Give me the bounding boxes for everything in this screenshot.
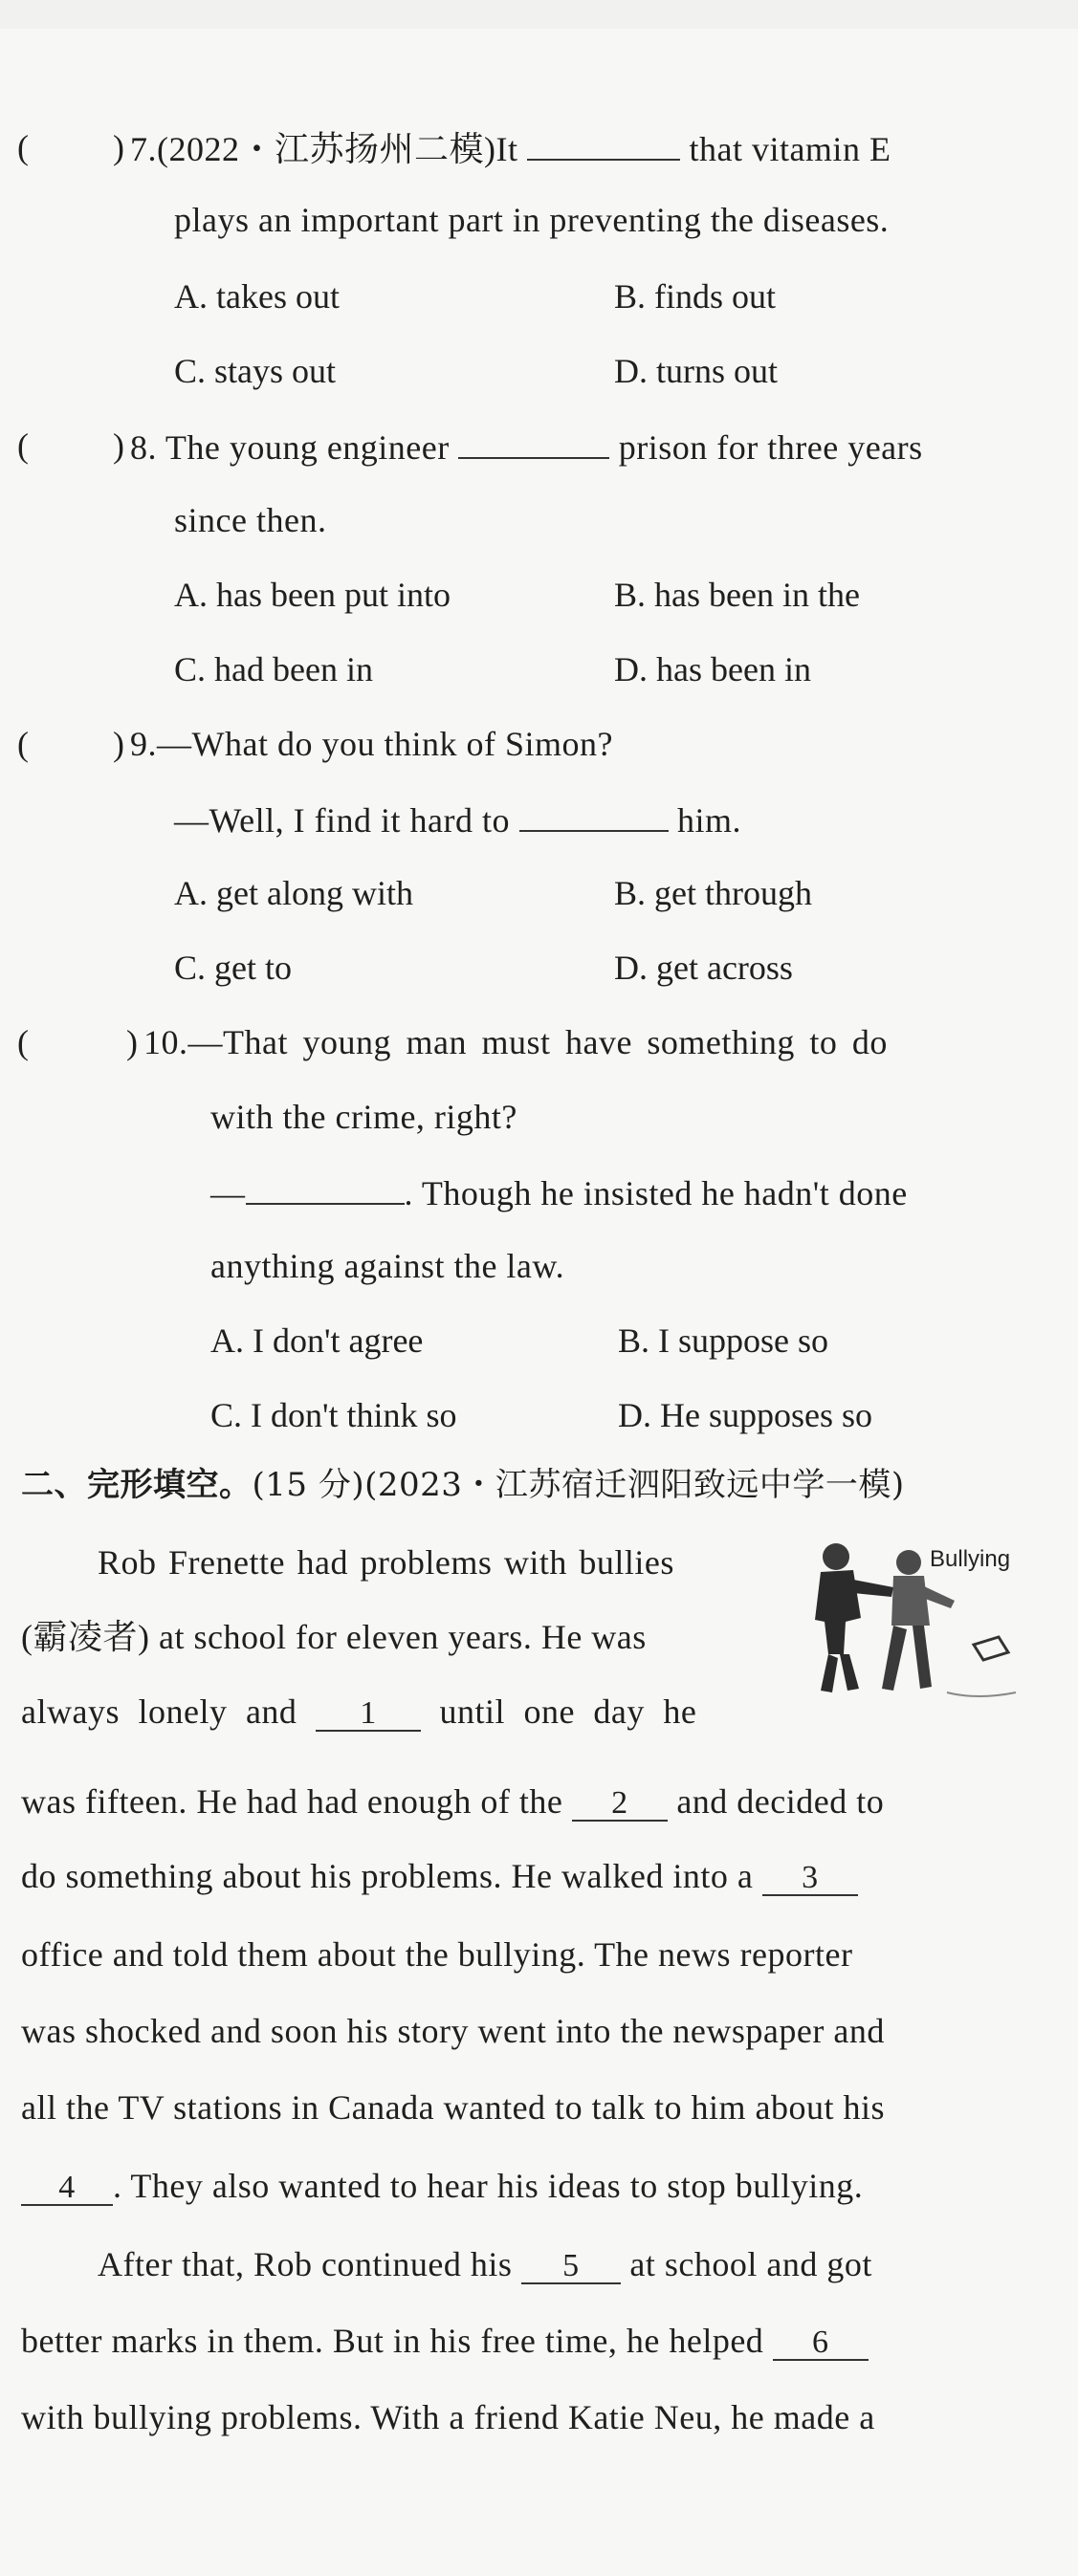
question-7-line-1 [130,126,891,170]
cloze-blank-4: 4 [21,2172,113,2206]
question-8-line-1 [130,425,923,469]
question-stem: —That young man must have something to do [187,1023,888,1061]
answer-paren-right: ) [113,128,124,166]
passage-line [98,2243,872,2285]
option-c: C. stays out [174,352,337,390]
text-pre: After that, Rob continued his [98,2245,513,2283]
text-pre: do something about his problems. He walked into a [21,1857,754,1895]
question-9-line-1 [130,723,613,765]
text-post: . They also wanted to hear his ideas to stop bullying. [113,2167,864,2205]
section-title: 二、完形填空。 [21,1466,253,1504]
question-stem-pre: —Well, I find it hard to [174,801,511,840]
passage-line [21,2320,869,2362]
option-b: B. get through [614,874,812,912]
question-stem-pre: (2022・江苏扬州二模)It [157,130,518,168]
answer-blank [246,1170,405,1205]
answer-blank [519,797,669,832]
text-pre: was fifteen. He had had enough of the [21,1782,563,1821]
answer-paren-left: ( [17,1023,29,1061]
question-9-line-2 [174,797,741,841]
passage-line: Rob Frenette had problems with bullies [98,1543,674,1582]
text-post: until one day he [439,1692,697,1731]
question-stem: —What do you think of Simon? [157,725,613,763]
cloze-blank-1: 1 [316,1697,421,1732]
answer-paren-right: ) [113,426,124,465]
option-c: C. get to [174,949,292,987]
cloze-blank-5: 5 [521,2250,621,2284]
text-pre: better marks in them. But in his free time, he helped [21,2322,764,2360]
cloze-blank-3: 3 [762,1862,858,1896]
text-post: at school and got [629,2245,872,2283]
answer-paren-left: ( [17,725,29,763]
top-margin [0,0,1078,29]
passage-line [21,1691,696,1733]
passage-line: office and told them about the bullying. The news reporter [21,1935,853,1974]
option-d: D. get across [614,949,793,987]
question-stem-post: prison for three years [618,428,923,467]
option-a: A. get along with [174,874,413,912]
question-10-line-2: with the crime, right? [210,1098,517,1136]
cloze-blank-6: 6 [773,2326,869,2361]
passage-line [21,2165,863,2207]
answer-blank [527,126,680,161]
question-number: 10. [143,1023,188,1061]
answer-paren-right: ) [113,725,124,763]
text-pre: always lonely and [21,1692,297,1731]
option-b: B. has been in the [614,576,860,614]
illustration-label: Bullying [930,1546,1011,1572]
option-d: D. He supposes so [618,1396,872,1434]
section-heading [21,1463,905,1506]
question-8-line-2: since then. [174,501,327,539]
passage-line: was shocked and soon his story went into the newspaper and [21,2012,885,2050]
answer-blank [458,425,609,459]
question-10-line-1 [143,1021,888,1063]
passage-line: all the TV stations in Canada wanted to talk to him about his [21,2088,886,2127]
answer-paren-left: ( [17,128,29,166]
option-b: B. I suppose so [618,1321,829,1360]
question-number: 9. [130,725,157,763]
option-a: A. I don't agree [210,1321,424,1360]
option-a: A. has been put into [174,576,451,614]
answer-paren-right: ) [126,1023,138,1061]
option-c: C. had been in [174,650,373,688]
option-a: A. takes out [174,277,340,316]
dash: — [210,1174,246,1212]
option-b: B. finds out [614,277,777,316]
passage-line: with bullying problems. With a friend Katie Neu, he made a [21,2398,875,2436]
cloze-blank-2: 2 [572,1787,668,1822]
passage-line: (霸凌者) at school for eleven years. He was [21,1618,647,1656]
question-stem-post: that vitamin E [689,130,891,168]
question-10-line-4: anything against the law. [210,1247,565,1285]
question-stem-pre: The young engineer [165,428,450,467]
answer-paren-left: ( [17,426,29,465]
bullying-illustration [786,1530,1031,1707]
question-stem-post: him. [677,801,742,840]
option-d: D. turns out [614,352,778,390]
question-stem-post: . Though he insisted he hadn't done [404,1174,908,1212]
passage-line [21,1780,884,1823]
question-7-line-2: plays an important part in preventing the diseases. [174,201,890,239]
section-meta: (15 分)(2023・江苏宿迁泗阳致远中学一模) [252,1466,905,1504]
question-10-line-3 [210,1170,908,1214]
passage-line [21,1855,858,1897]
question-number: 8. [130,428,157,467]
question-number: 7. [130,130,157,168]
option-c: C. I don't think so [210,1396,457,1434]
option-d: D. has been in [614,650,811,688]
text-post: and decided to [676,1782,885,1821]
